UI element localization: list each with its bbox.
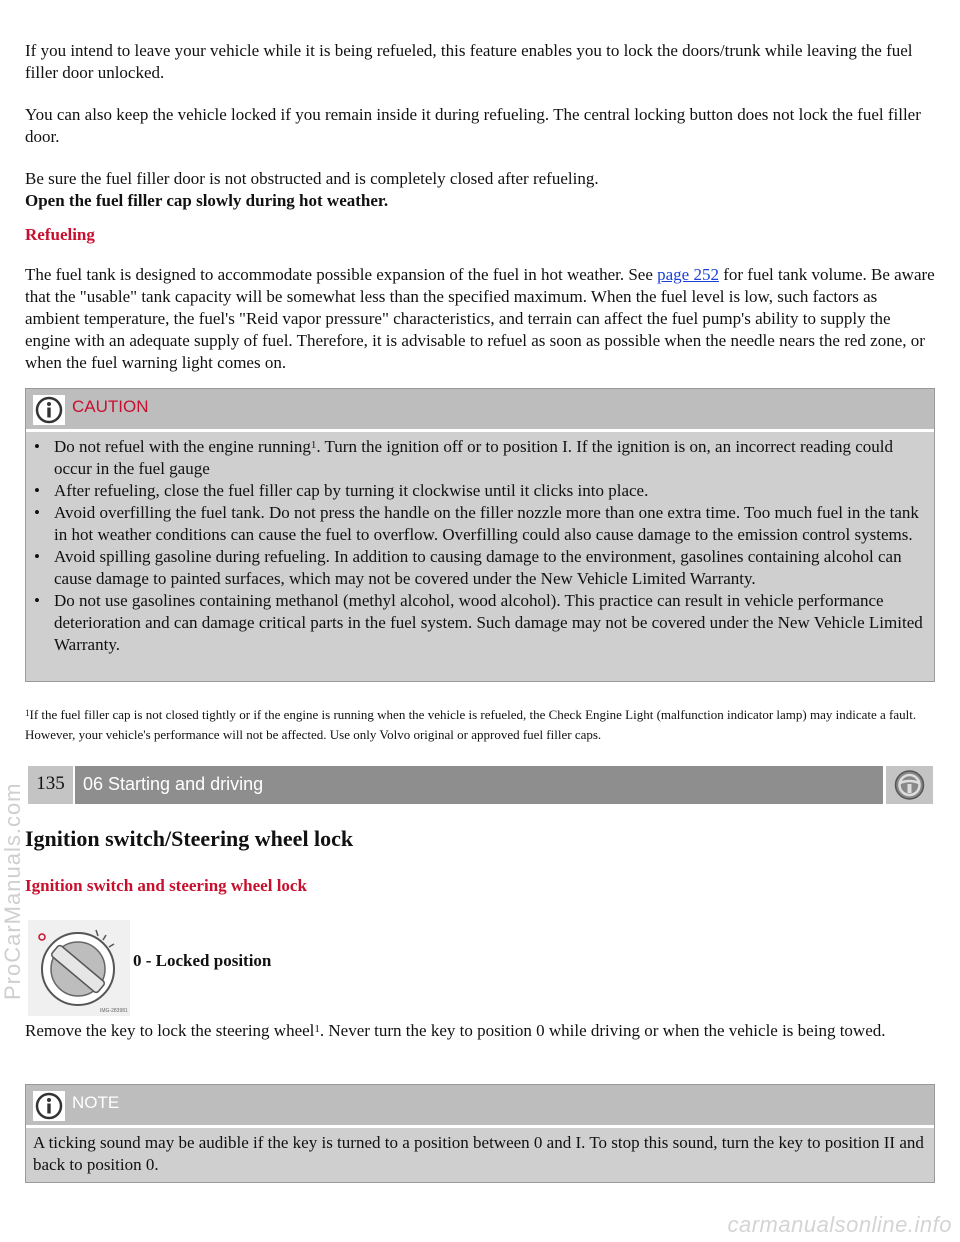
ignition-text-b: . Never turn the key to position 0 while driving or when the vehicle is being towed. (319, 1021, 886, 1040)
refueling-text-before: The fuel tank is designed to accommodate possible expansion of the fuel in hot weather. See (25, 265, 658, 284)
intro-paragraph-2: You can also keep the vehicle locked if you remain inside it during refueling. The central locking button does not lock the fuel filler door. (25, 105, 921, 146)
note-header (26, 1085, 934, 1128)
figure-code: IMG-283981 (100, 1008, 128, 1014)
steering-wheel-icon (886, 766, 933, 804)
intro-paragraph-3: Be sure the fuel filler door is not obstructed and is completely closed after refueling. (25, 169, 599, 188)
refueling-text-after: for fuel tank volume. Be aware that the "usable" tank capacity will be somewhat less than the specified maximum. When the fuel level is low, such factors as ambient temperature, the fuel's "Reid vapor pressure" characteristics, and terrain can affect the fuel pump's ability to supply the engine with an adequate supply of fuel. Therefore, it is advisable to refuel as soon as possible when the needle nears the red zone, or when the fuel warning light comes on. (25, 265, 935, 372)
caution-item-1 (32, 436, 928, 480)
intro-paragraph-1: If you intend to leave your vehicle while it is being refueled, this feature enables you to lock the doors/trunk while leaving the fuel filler door unlocked. (25, 41, 913, 82)
caution-header (26, 389, 934, 432)
locked-position-label: 0 - Locked position (133, 951, 272, 970)
right-watermark: carmanualsonline.info (727, 1212, 952, 1237)
caution-item-5: • Do not use gasolines containing methanol (methyl alcohol, wood alcohol). This practice can result in vehicle performance deterioration and can damage critical parts in the fuel system. Such damage may not be covered under the New Vehicle Limited Warranty. (32, 590, 928, 656)
left-watermark: ProCarManuals.com (0, 782, 25, 1000)
hot-weather-warning: Open the fuel filler cap slowly during hot weather. (25, 191, 389, 210)
chapter-bar (28, 766, 933, 804)
ignition-paragraph (25, 1020, 886, 1042)
caution-box (25, 388, 935, 682)
ignition-heading: Ignition switch/Steering wheel lock (25, 826, 354, 851)
footnote-marker: 1 (25, 708, 30, 718)
page-252-link[interactable]: page 252 (657, 265, 719, 284)
note-title: NOTE (72, 1093, 120, 1112)
note-text: A ticking sound may be audible if the key is turned to a position between 0 and I. To stop this sound, turn the key to position II and back to position 0. (33, 1133, 924, 1174)
caution-item-1-text-b: . Turn the ignition off or to position I. If the ignition is on, an incorrect reading could occur in the fuel gauge (54, 437, 893, 478)
ignition-footnote-ref: 1 (314, 1023, 320, 1035)
caution-item-1-text-a: Do not refuel with the engine running (54, 437, 311, 456)
caution-item-3: • Avoid overfilling the fuel tank. Do not press the handle on the filler nozzle more than one extra time. Too much fuel in the tank in hot weather conditions can cause the fuel to overflow. Overfilling could also cause damage to the emission control systems. (32, 502, 928, 546)
note-box (25, 1084, 935, 1183)
page-number: 135 (28, 766, 73, 804)
caution-item-4: • Avoid spilling gasoline during refueling. In addition to causing damage to the environment, gasolines containing alcohol can cause damage to painted surfaces, which may not be covered under the New Vehicle Limited Warranty. (32, 546, 928, 590)
ignition-switch-figure (28, 920, 130, 1016)
info-icon (33, 395, 65, 425)
footnote-text: If the fuel filler cap is not closed tightly or if the engine is running when the vehicle is refueled, the Check Engine Light (malfunction indicator lamp) may indicate a fault. However, your vehicle's performance will not be affected. Use only Volvo original or approved fuel filler caps. (25, 707, 917, 742)
chapter-title: 06 Starting and driving (83, 774, 264, 794)
footnote (25, 705, 930, 745)
refueling-heading: Refueling (25, 225, 95, 244)
chapter-title-bar (75, 766, 883, 804)
footnote-ref: 1 (310, 439, 317, 451)
caution-item-2: • After refueling, close the fuel filler cap by turning it clockwise until it clicks into place. (32, 480, 928, 502)
caution-title: CAUTION (72, 397, 149, 416)
refueling-paragraph (25, 264, 935, 374)
info-icon (33, 1091, 65, 1121)
ignition-text-a: Remove the key to lock the steering wheel (25, 1021, 315, 1040)
caution-list (26, 432, 934, 656)
ignition-subheading: Ignition switch and steering wheel lock (25, 876, 307, 895)
